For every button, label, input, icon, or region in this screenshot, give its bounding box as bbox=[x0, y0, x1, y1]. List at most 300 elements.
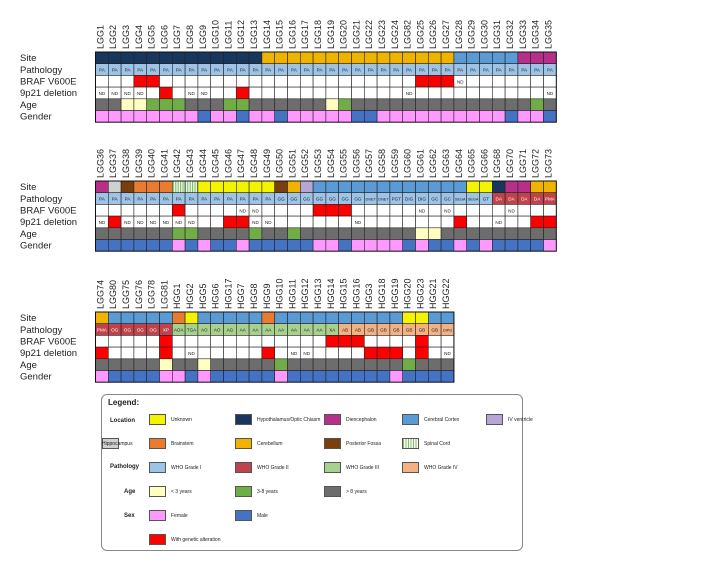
cell-gender bbox=[531, 240, 544, 252]
sample-label: LGG53 bbox=[313, 148, 324, 178]
cell-site bbox=[352, 312, 365, 324]
sample-label: LGG2 bbox=[108, 24, 119, 49]
cell-p9p21 bbox=[313, 216, 326, 228]
cell-braf bbox=[172, 204, 185, 216]
cell-p9p21 bbox=[224, 87, 237, 99]
cell-p9p21 bbox=[236, 347, 249, 359]
cell-site bbox=[275, 312, 288, 324]
cell-braf bbox=[121, 75, 134, 87]
cell-braf bbox=[96, 75, 109, 87]
cell-age bbox=[518, 99, 531, 111]
row-label-age: Age bbox=[20, 228, 37, 240]
cell-gender bbox=[492, 240, 505, 252]
cell-braf bbox=[326, 335, 339, 347]
sample-label: LGG71 bbox=[517, 148, 528, 178]
cell-pathology-text: PA bbox=[137, 196, 144, 202]
cell-site bbox=[236, 181, 249, 193]
cell-p9p21 bbox=[531, 216, 544, 228]
cell-pathology-text: GC bbox=[444, 196, 451, 202]
cell-site bbox=[467, 52, 480, 64]
cell-gender bbox=[403, 371, 416, 383]
cell-pathology-text: DIG bbox=[417, 196, 426, 202]
cell-gender bbox=[236, 111, 249, 123]
sample-label: LGG13 bbox=[249, 19, 260, 49]
cell-gender bbox=[428, 111, 441, 123]
cell-gender bbox=[339, 111, 352, 123]
cell-gender bbox=[364, 240, 377, 252]
cell-gender bbox=[224, 240, 237, 252]
cell-p9p21 bbox=[198, 216, 211, 228]
cell-braf bbox=[198, 204, 211, 216]
cell-pathology-text: GG bbox=[277, 196, 285, 202]
legend-location-7-label: Posterior Fossa bbox=[346, 441, 382, 447]
cell-gender bbox=[134, 111, 147, 123]
cell-site bbox=[416, 312, 429, 324]
cell-site bbox=[313, 52, 326, 64]
sample-label: LGG37 bbox=[108, 148, 119, 178]
cell-age bbox=[416, 228, 429, 240]
cell-braf bbox=[364, 204, 377, 216]
cell-age bbox=[467, 99, 480, 111]
cell-age bbox=[134, 228, 147, 240]
cell-age bbox=[390, 99, 403, 111]
sample-label: HGG13 bbox=[313, 278, 324, 309]
cell-gender bbox=[249, 240, 262, 252]
sample-label: HGG2 bbox=[185, 283, 196, 309]
cell-site bbox=[275, 52, 288, 64]
cell-age bbox=[441, 359, 454, 371]
cell-p9p21 bbox=[262, 347, 275, 359]
cell-pathology-text: PA bbox=[175, 196, 182, 202]
cell-gender bbox=[211, 111, 224, 123]
cell-site bbox=[147, 52, 160, 64]
cell-site bbox=[121, 312, 134, 324]
cell-braf bbox=[147, 335, 160, 347]
cell-site bbox=[505, 181, 518, 193]
cell-gender bbox=[160, 240, 173, 252]
cell-gender bbox=[172, 371, 185, 383]
sample-label: LGG40 bbox=[146, 148, 157, 178]
cell-gender bbox=[326, 240, 339, 252]
cell-braf bbox=[275, 335, 288, 347]
cell-site bbox=[377, 312, 390, 324]
cell-site bbox=[288, 312, 301, 324]
row-label-p9p21: 9p21 deletion bbox=[20, 88, 78, 100]
cell-gender bbox=[518, 111, 531, 123]
cell-p9p21-text: ND bbox=[124, 91, 131, 97]
legend-location-3-swatch bbox=[402, 414, 419, 425]
cell-braf bbox=[275, 75, 288, 87]
cell-pathology-text: DA bbox=[533, 196, 541, 202]
cell-pathology-text: PA bbox=[303, 67, 310, 73]
cell-site bbox=[121, 181, 134, 193]
cell-age bbox=[134, 99, 147, 111]
cell-gender bbox=[326, 371, 339, 383]
cell-age bbox=[147, 228, 160, 240]
cell-site bbox=[352, 52, 365, 64]
cell-pathology-text: DA bbox=[495, 196, 502, 202]
cell-age bbox=[364, 99, 377, 111]
cell-site bbox=[236, 312, 249, 324]
cell-pathology-text: PA bbox=[150, 67, 156, 73]
cell-p9p21-text: ND bbox=[98, 91, 106, 97]
cell-braf bbox=[416, 335, 429, 347]
cell-p9p21-text: ND bbox=[188, 351, 195, 357]
sample-label: LGG48 bbox=[249, 148, 260, 178]
cell-age bbox=[428, 99, 441, 111]
legend-location-2-label: Diencephalon bbox=[346, 417, 377, 423]
sample-label: LGG8 bbox=[185, 24, 196, 49]
sample-label: HGG20 bbox=[402, 278, 413, 309]
cell-site bbox=[134, 312, 147, 324]
cell-pathology-text: PA bbox=[99, 196, 105, 202]
cell-p9p21-text: ND bbox=[495, 220, 503, 226]
sample-label: LGG62 bbox=[428, 148, 439, 178]
cell-site bbox=[249, 52, 262, 64]
cell-braf bbox=[364, 335, 377, 347]
cell-p9p21 bbox=[172, 87, 185, 99]
cell-site bbox=[326, 181, 339, 193]
cell-pathology-text: AG bbox=[226, 327, 234, 333]
sample-label: LGG38 bbox=[121, 148, 132, 178]
cell-braf bbox=[134, 204, 147, 216]
cell-gender bbox=[96, 371, 109, 383]
cell-p9p21 bbox=[416, 347, 429, 359]
cell-site bbox=[211, 181, 224, 193]
cell-pathology-text: PA bbox=[419, 67, 425, 73]
cell-site bbox=[300, 181, 313, 193]
cell-braf bbox=[160, 204, 173, 216]
cell-braf bbox=[518, 75, 531, 87]
sample-label: LGG74 bbox=[95, 279, 106, 309]
cell-age bbox=[185, 99, 198, 111]
cell-gender bbox=[300, 240, 313, 252]
cell-age bbox=[275, 228, 288, 240]
cell-p9p21 bbox=[108, 347, 121, 359]
cell-p9p21 bbox=[352, 347, 365, 359]
cell-pathology-text: GB bbox=[367, 327, 375, 333]
cell-age bbox=[531, 99, 544, 111]
cell-gender bbox=[390, 240, 403, 252]
cell-p9p21 bbox=[134, 347, 147, 359]
cell-site bbox=[147, 312, 160, 324]
cell-braf bbox=[352, 204, 365, 216]
cell-p9p21 bbox=[377, 347, 390, 359]
cell-braf bbox=[249, 335, 262, 347]
cell-site bbox=[224, 181, 237, 193]
cell-gender bbox=[198, 371, 211, 383]
legend-location-7-swatch bbox=[324, 438, 341, 449]
cell-p9p21 bbox=[211, 87, 224, 99]
cell-braf bbox=[262, 204, 275, 216]
cell-site bbox=[339, 52, 352, 64]
cell-age bbox=[480, 99, 493, 111]
cell-age bbox=[339, 359, 352, 371]
cell-braf bbox=[480, 204, 493, 216]
cell-p9p21 bbox=[121, 347, 134, 359]
row-label-braf: BRAF V600E bbox=[20, 336, 77, 348]
sample-label: LGG16 bbox=[287, 19, 298, 49]
cell-pathology-text: XP bbox=[162, 327, 169, 333]
cell-site bbox=[262, 312, 275, 324]
sample-label: LGG44 bbox=[197, 148, 208, 178]
sample-label: LGG29 bbox=[466, 19, 477, 49]
sample-label: LGG34 bbox=[530, 19, 541, 49]
sample-label: LGG60 bbox=[402, 148, 413, 178]
cell-gender bbox=[313, 111, 326, 123]
cell-age bbox=[441, 228, 454, 240]
cell-age bbox=[108, 99, 121, 111]
cell-age bbox=[224, 228, 237, 240]
sample-label: HGG16 bbox=[351, 278, 362, 309]
cell-site bbox=[160, 312, 173, 324]
cell-braf-text: ND bbox=[239, 208, 247, 214]
cell-site bbox=[160, 52, 173, 64]
cell-pathology-text: AOA bbox=[173, 327, 184, 333]
cell-age bbox=[121, 99, 134, 111]
sample-label: LGG14 bbox=[261, 19, 272, 49]
cell-braf bbox=[134, 75, 147, 87]
cell-pathology-text: TGA bbox=[186, 327, 197, 333]
cell-p9p21-text: ND bbox=[162, 220, 170, 226]
cell-age bbox=[300, 359, 313, 371]
sample-label: HGG3 bbox=[364, 283, 375, 309]
cell-braf bbox=[172, 335, 185, 347]
legend-location-4-swatch bbox=[486, 414, 503, 425]
cell-gender bbox=[403, 111, 416, 123]
cell-braf-text: ND bbox=[418, 208, 426, 214]
cell-braf bbox=[288, 204, 301, 216]
cell-p9p21 bbox=[531, 87, 544, 99]
cell-site bbox=[531, 181, 544, 193]
cell-braf bbox=[211, 335, 224, 347]
cell-age bbox=[172, 99, 185, 111]
cell-pathology-text: PA bbox=[239, 67, 246, 73]
cell-p9p21 bbox=[236, 87, 249, 99]
sample-label: HGG17 bbox=[223, 278, 234, 309]
cell-age bbox=[390, 359, 403, 371]
cell-p9p21 bbox=[505, 216, 518, 228]
cell-site bbox=[108, 181, 121, 193]
cell-site bbox=[428, 312, 441, 324]
cell-pathology-text: GG bbox=[290, 196, 298, 202]
cell-pathology-text: DNET bbox=[365, 197, 376, 202]
cell-p9p21 bbox=[492, 87, 505, 99]
cell-pathology-text: PA bbox=[239, 196, 246, 202]
sample-label: LGG10 bbox=[210, 19, 221, 49]
cell-gender bbox=[224, 371, 237, 383]
cell-pathology-text: AB bbox=[354, 327, 361, 333]
cell-gender bbox=[416, 240, 429, 252]
cell-braf bbox=[185, 75, 198, 87]
cell-pathology-text: GG bbox=[315, 196, 324, 202]
cell-braf bbox=[518, 204, 531, 216]
cell-braf bbox=[185, 335, 198, 347]
cell-pathology-text: GG bbox=[303, 196, 311, 202]
legend-location-1-swatch bbox=[235, 414, 252, 425]
cell-p9p21 bbox=[467, 87, 480, 99]
cell-p9p21-text: ND bbox=[98, 220, 106, 226]
cell-p9p21 bbox=[339, 87, 352, 99]
legend-location-1-label: Hypothalamus/Optic Chiasm bbox=[257, 417, 321, 423]
sample-label: LGG36 bbox=[95, 148, 106, 178]
cell-braf bbox=[108, 75, 121, 87]
cell-gender bbox=[364, 111, 377, 123]
sample-label: LGG57 bbox=[364, 148, 375, 178]
sample-label: LGG32 bbox=[505, 19, 516, 49]
legend-sex-1-label: Male bbox=[257, 513, 268, 519]
cell-site bbox=[160, 181, 173, 193]
cell-p9p21-text: ND bbox=[111, 91, 119, 97]
cell-gender bbox=[492, 111, 505, 123]
cell-pathology-text: DA bbox=[508, 196, 515, 202]
sample-label: LGG7 bbox=[172, 24, 183, 49]
cell-pathology-text: PA bbox=[406, 67, 412, 73]
cell-age bbox=[236, 99, 249, 111]
sample-label: HGG12 bbox=[300, 278, 311, 309]
sample-label: LGG46 bbox=[223, 148, 234, 178]
cell-pathology-text: AB bbox=[342, 327, 349, 333]
cell-p9p21 bbox=[96, 347, 109, 359]
cell-gender bbox=[352, 371, 365, 383]
cell-braf bbox=[416, 75, 429, 87]
cell-braf bbox=[134, 335, 147, 347]
cell-braf bbox=[467, 75, 480, 87]
row-label-site: Site bbox=[20, 313, 37, 325]
cell-p9p21 bbox=[441, 87, 454, 99]
cell-p9p21 bbox=[288, 87, 301, 99]
cell-age bbox=[313, 359, 326, 371]
sample-label: LGG55 bbox=[338, 148, 349, 178]
cell-p9p21 bbox=[275, 347, 288, 359]
cell-p9p21 bbox=[198, 347, 211, 359]
cell-site bbox=[185, 52, 198, 64]
cell-pathology-text: AA bbox=[303, 327, 310, 333]
cell-gender bbox=[300, 371, 313, 383]
cell-braf bbox=[121, 335, 134, 347]
sample-label: LGG59 bbox=[389, 148, 400, 178]
cell-p9p21 bbox=[249, 87, 262, 99]
row-label-gender: Gender bbox=[20, 240, 52, 252]
cell-gender bbox=[211, 240, 224, 252]
cell-p9p21 bbox=[480, 216, 493, 228]
cell-p9p21 bbox=[377, 87, 390, 99]
sample-label: LGG47 bbox=[236, 148, 247, 178]
cell-pathology-text: AO bbox=[213, 327, 221, 333]
cell-p9p21-text: ND bbox=[405, 91, 413, 97]
sample-label: LGG3 bbox=[121, 24, 132, 49]
cell-gender bbox=[377, 240, 390, 252]
cell-braf bbox=[300, 75, 313, 87]
cell-p9p21 bbox=[377, 216, 390, 228]
cell-braf bbox=[364, 75, 377, 87]
cell-pathology-text: PA bbox=[521, 67, 528, 73]
cell-p9p21 bbox=[160, 87, 173, 99]
cell-braf bbox=[377, 204, 390, 216]
cell-pathology-text: PA bbox=[201, 196, 208, 202]
cell-site bbox=[467, 181, 480, 193]
cell-gender bbox=[454, 240, 467, 252]
cell-site bbox=[364, 181, 377, 193]
cell-braf bbox=[428, 204, 441, 216]
sample-label: LGG70 bbox=[505, 148, 516, 178]
cell-pathology-text: PA bbox=[111, 196, 118, 202]
cell-age bbox=[326, 99, 339, 111]
cell-age bbox=[416, 99, 429, 111]
cell-braf bbox=[492, 75, 505, 87]
cell-gender bbox=[108, 240, 121, 252]
cell-braf bbox=[403, 204, 416, 216]
cell-gender bbox=[467, 240, 480, 252]
cell-site bbox=[390, 312, 403, 324]
cell-age bbox=[249, 99, 262, 111]
cell-pathology-text: PA bbox=[355, 67, 361, 73]
sample-label: LGG51 bbox=[287, 148, 298, 178]
cell-p9p21-text: ND bbox=[444, 351, 451, 357]
row-label-braf: BRAF V600E bbox=[20, 205, 77, 217]
cell-braf bbox=[185, 204, 198, 216]
cell-age bbox=[198, 99, 211, 111]
cell-pathology-text: GG bbox=[354, 196, 362, 202]
cell-age bbox=[198, 359, 211, 371]
cell-pathology-text: DIG bbox=[405, 196, 414, 202]
cell-site bbox=[454, 181, 467, 193]
cell-braf bbox=[147, 204, 160, 216]
sample-label: LGG17 bbox=[300, 19, 311, 49]
sample-label: HGG22 bbox=[441, 278, 452, 309]
cell-p9p21 bbox=[172, 347, 185, 359]
cell-braf bbox=[544, 75, 557, 87]
cell-gender bbox=[185, 240, 198, 252]
row-label-site: Site bbox=[20, 53, 37, 65]
cell-gender bbox=[416, 371, 429, 383]
cell-p9p21-text: ND bbox=[252, 220, 259, 226]
cell-p9p21-text: ND bbox=[136, 220, 144, 226]
cell-p9p21-text: ND bbox=[136, 91, 144, 97]
cell-braf bbox=[480, 75, 493, 87]
cell-site bbox=[96, 312, 109, 324]
cell-site bbox=[428, 181, 441, 193]
sample-label: LGG54 bbox=[325, 148, 336, 178]
cell-site bbox=[236, 52, 249, 64]
cell-gender bbox=[505, 240, 518, 252]
cell-p9p21-text: ND bbox=[200, 91, 208, 97]
cell-age bbox=[505, 99, 518, 111]
cell-braf bbox=[467, 204, 480, 216]
sample-label: LGG43 bbox=[185, 148, 196, 178]
legend-pathology-0-label: WHO Grade I bbox=[171, 465, 202, 471]
legend-age-2-swatch bbox=[324, 486, 341, 497]
row-label-age: Age bbox=[20, 359, 37, 371]
cell-pathology-text: AA bbox=[278, 327, 285, 333]
cell-gender bbox=[390, 371, 403, 383]
cell-pathology-text: GB bbox=[380, 327, 387, 333]
cell-site bbox=[416, 52, 429, 64]
cell-p9p21 bbox=[428, 216, 441, 228]
cell-gender bbox=[147, 111, 160, 123]
legend-location-8-swatch bbox=[402, 438, 419, 449]
cell-age bbox=[480, 228, 493, 240]
sample-label: HGG7 bbox=[236, 283, 247, 309]
cell-pathology-text: PA bbox=[163, 67, 169, 73]
cell-p9p21 bbox=[364, 347, 377, 359]
cell-braf bbox=[492, 204, 505, 216]
cell-site bbox=[121, 52, 134, 64]
cell-age bbox=[224, 359, 237, 371]
cell-site bbox=[249, 181, 262, 193]
cell-gender bbox=[134, 240, 147, 252]
cell-gender bbox=[121, 371, 134, 383]
